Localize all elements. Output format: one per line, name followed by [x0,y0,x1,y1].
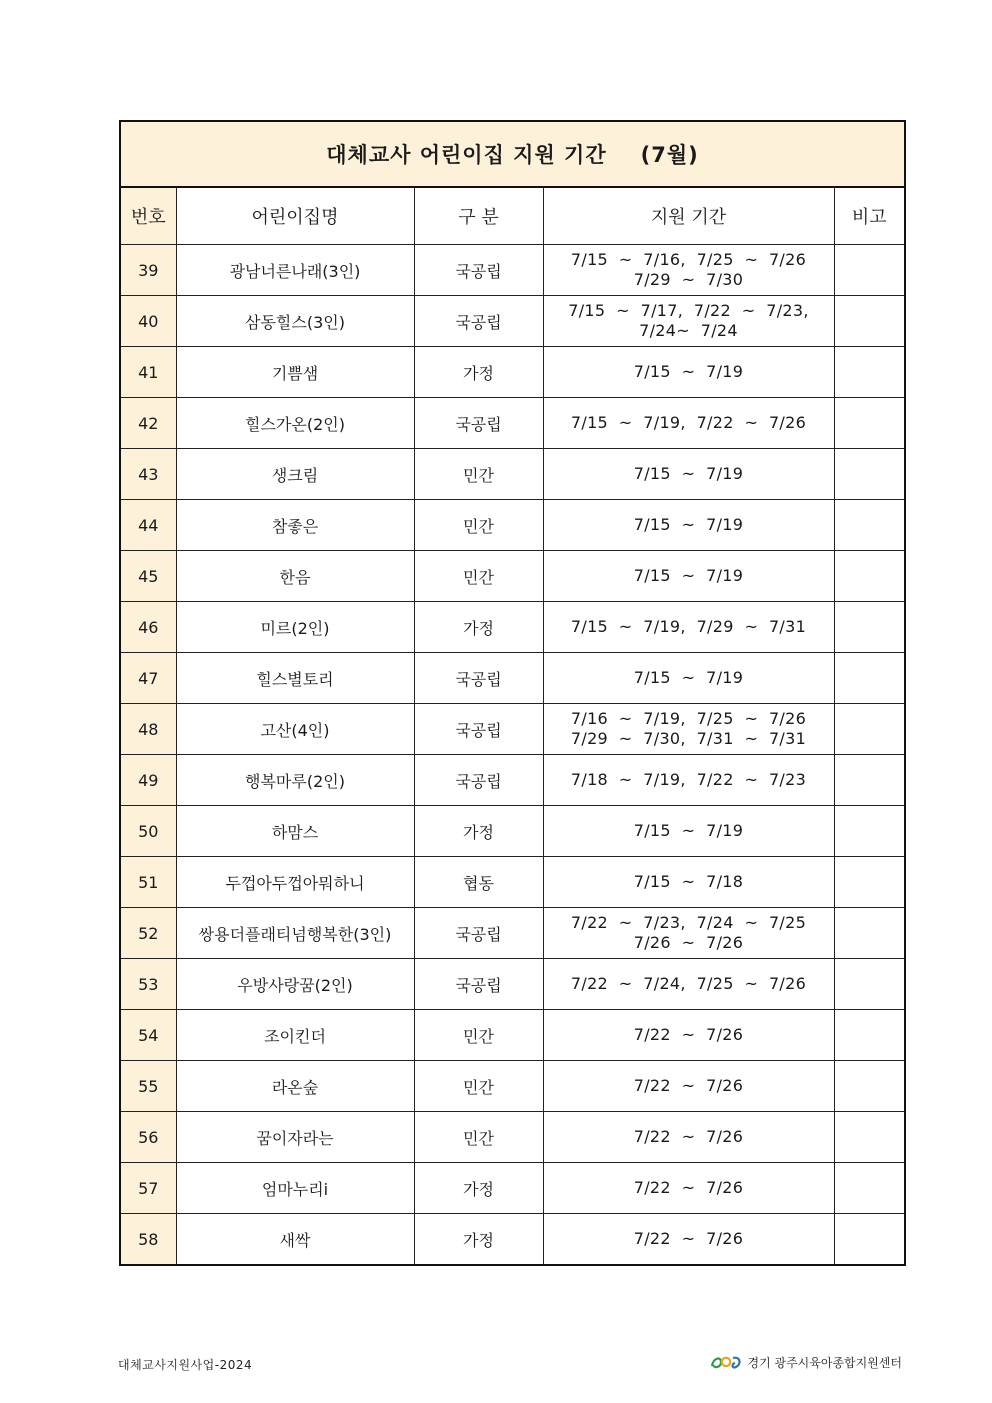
row-type: 민간 [414,449,543,500]
header-note: 비고 [834,187,905,245]
period-line: 7/22 ~ 7/24, 7/25 ~ 7/26 [570,974,807,993]
table-row [120,806,905,857]
period-line: 7/15 ~ 7/19 [633,821,744,840]
period-line: 7/29 ~ 7/30 [633,270,744,289]
row-type: 가정 [414,806,543,857]
table-row [120,857,905,908]
row-support-period [543,347,834,398]
row-number: 42 [120,398,176,449]
header-type: 구 분 [414,187,543,245]
row-daycare-name: 우방사랑꿈(2인) [176,959,414,1010]
center-logo-icon [709,1352,743,1372]
row-number: 54 [120,1010,176,1061]
header-period: 지원 기간 [543,187,834,245]
row-type: 민간 [414,1112,543,1163]
period-line: 7/15 ~ 7/19 [633,362,744,381]
period-line: 7/26 ~ 7/26 [633,933,744,952]
period-line: 7/22 ~ 7/23, 7/24 ~ 7/25 [570,913,807,932]
row-number: 49 [120,755,176,806]
row-number: 57 [120,1163,176,1214]
row-daycare-name: 삼동힐스(3인) [176,296,414,347]
table-row [120,296,905,347]
support-period-table [119,120,906,1266]
row-note [834,296,905,347]
row-daycare-name: 참좋은 [176,500,414,551]
header-name: 어린이집명 [176,187,414,245]
row-support-period [543,1163,834,1214]
row-note [834,755,905,806]
table-row [120,500,905,551]
table-row [120,551,905,602]
row-type: 가정 [414,1163,543,1214]
row-number: 39 [120,245,176,296]
row-number: 41 [120,347,176,398]
period-line: 7/22 ~ 7/26 [633,1229,744,1248]
table-row [120,653,905,704]
row-daycare-name: 조이킨더 [176,1010,414,1061]
row-type: 국공립 [414,653,543,704]
row-number: 55 [120,1061,176,1112]
row-type: 국공립 [414,245,543,296]
row-note [834,704,905,755]
period-line: 7/15 ~ 7/19, 7/22 ~ 7/26 [570,413,807,432]
row-type: 국공립 [414,296,543,347]
row-number: 50 [120,806,176,857]
period-line: 7/16 ~ 7/19, 7/25 ~ 7/26 [570,709,807,728]
row-number: 52 [120,908,176,959]
row-note [834,449,905,500]
period-line: 7/15 ~ 7/19, 7/29 ~ 7/31 [570,617,807,636]
row-support-period [543,602,834,653]
row-note [834,806,905,857]
row-note [834,551,905,602]
row-support-period [543,1112,834,1163]
row-type: 가정 [414,1214,543,1266]
row-support-period [543,449,834,500]
row-number: 51 [120,857,176,908]
row-daycare-name: 광남너른나래(3인) [176,245,414,296]
row-type: 민간 [414,1061,543,1112]
row-type: 국공립 [414,398,543,449]
table-row [120,398,905,449]
row-daycare-name: 새싹 [176,1214,414,1266]
row-number: 46 [120,602,176,653]
row-type: 가정 [414,347,543,398]
period-line: 7/18 ~ 7/19, 7/22 ~ 7/23 [570,770,807,789]
row-type: 민간 [414,551,543,602]
row-type: 가정 [414,602,543,653]
row-daycare-name: 기쁨샘 [176,347,414,398]
row-note [834,347,905,398]
row-daycare-name: 한음 [176,551,414,602]
table-row [120,959,905,1010]
row-daycare-name: 꿈이자라는 [176,1112,414,1163]
row-daycare-name: 고산(4인) [176,704,414,755]
row-note [834,245,905,296]
table-row [120,1061,905,1112]
row-note [834,1061,905,1112]
row-note [834,908,905,959]
row-number: 53 [120,959,176,1010]
row-support-period [543,959,834,1010]
row-number: 47 [120,653,176,704]
row-daycare-name: 생크림 [176,449,414,500]
table-row [120,1010,905,1061]
row-support-period [543,398,834,449]
period-line: 7/22 ~ 7/26 [633,1076,744,1095]
row-daycare-name: 미르(2인) [176,602,414,653]
row-support-period [543,704,834,755]
row-daycare-name: 두껍아두껍아뭐하니 [176,857,414,908]
row-type: 민간 [414,1010,543,1061]
row-number: 40 [120,296,176,347]
period-line: 7/22 ~ 7/26 [633,1127,744,1146]
row-support-period [543,1214,834,1266]
period-line: 7/15 ~ 7/17, 7/22 ~ 7/23, [568,301,809,320]
table-row [120,1163,905,1214]
title-text: 대체교사 어린이집 지원 기간 [326,143,607,167]
table-title [120,121,905,187]
row-support-period [543,755,834,806]
row-type: 국공립 [414,704,543,755]
row-number: 45 [120,551,176,602]
row-support-period [543,857,834,908]
table-row [120,755,905,806]
row-number: 43 [120,449,176,500]
row-support-period [543,1061,834,1112]
table-row [120,347,905,398]
row-daycare-name: 힐스가온(2인) [176,398,414,449]
row-daycare-name: 쌍용더플래티넘행복한(3인) [176,908,414,959]
table-row [120,245,905,296]
row-note [834,1214,905,1266]
row-number: 56 [120,1112,176,1163]
row-support-period [543,1010,834,1061]
row-daycare-name: 엄마누리i [176,1163,414,1214]
table-body [120,245,905,1266]
table-row [120,1112,905,1163]
table-row [120,602,905,653]
row-daycare-name: 하맘스 [176,806,414,857]
period-line: 7/24~ 7/24 [639,321,738,340]
table-row [120,908,905,959]
row-note [834,1010,905,1061]
table-row [120,449,905,500]
row-number: 58 [120,1214,176,1266]
period-line: 7/15 ~ 7/16, 7/25 ~ 7/26 [570,250,807,269]
row-support-period [543,908,834,959]
row-type: 협동 [414,857,543,908]
title-month: (7월) [640,143,699,167]
row-number: 44 [120,500,176,551]
row-type: 국공립 [414,908,543,959]
row-support-period [543,806,834,857]
row-daycare-name: 라온숲 [176,1061,414,1112]
footer-organization [709,1352,902,1372]
row-note [834,1112,905,1163]
period-line: 7/15 ~ 7/19 [633,566,744,585]
row-note [834,857,905,908]
period-line: 7/22 ~ 7/26 [633,1025,744,1044]
row-note [834,653,905,704]
table-row [120,704,905,755]
period-line: 7/29 ~ 7/30, 7/31 ~ 7/31 [570,729,807,748]
table-row [120,1214,905,1266]
header-number: 번호 [120,187,176,245]
row-support-period [543,653,834,704]
row-daycare-name: 행복마루(2인) [176,755,414,806]
row-support-period [543,500,834,551]
row-note [834,398,905,449]
row-note [834,602,905,653]
row-support-period [543,296,834,347]
period-line: 7/15 ~ 7/19 [633,515,744,534]
row-daycare-name: 힐스별토리 [176,653,414,704]
row-number: 48 [120,704,176,755]
document-sheet [119,120,904,1266]
row-note [834,959,905,1010]
footer-program-label: 대체교사지원사업-2024 [118,1358,253,1372]
column-header-row [120,187,905,245]
row-note [834,1163,905,1214]
footer-organization-name: 경기 광주시육아종합지원센터 [747,1355,902,1370]
row-type: 국공립 [414,959,543,1010]
period-line: 7/22 ~ 7/26 [633,1178,744,1197]
row-support-period [543,551,834,602]
row-type: 국공립 [414,755,543,806]
row-type: 민간 [414,500,543,551]
row-support-period [543,245,834,296]
period-line: 7/15 ~ 7/19 [633,668,744,687]
period-line: 7/15 ~ 7/19 [633,464,744,483]
row-note [834,500,905,551]
period-line: 7/15 ~ 7/18 [633,872,744,891]
